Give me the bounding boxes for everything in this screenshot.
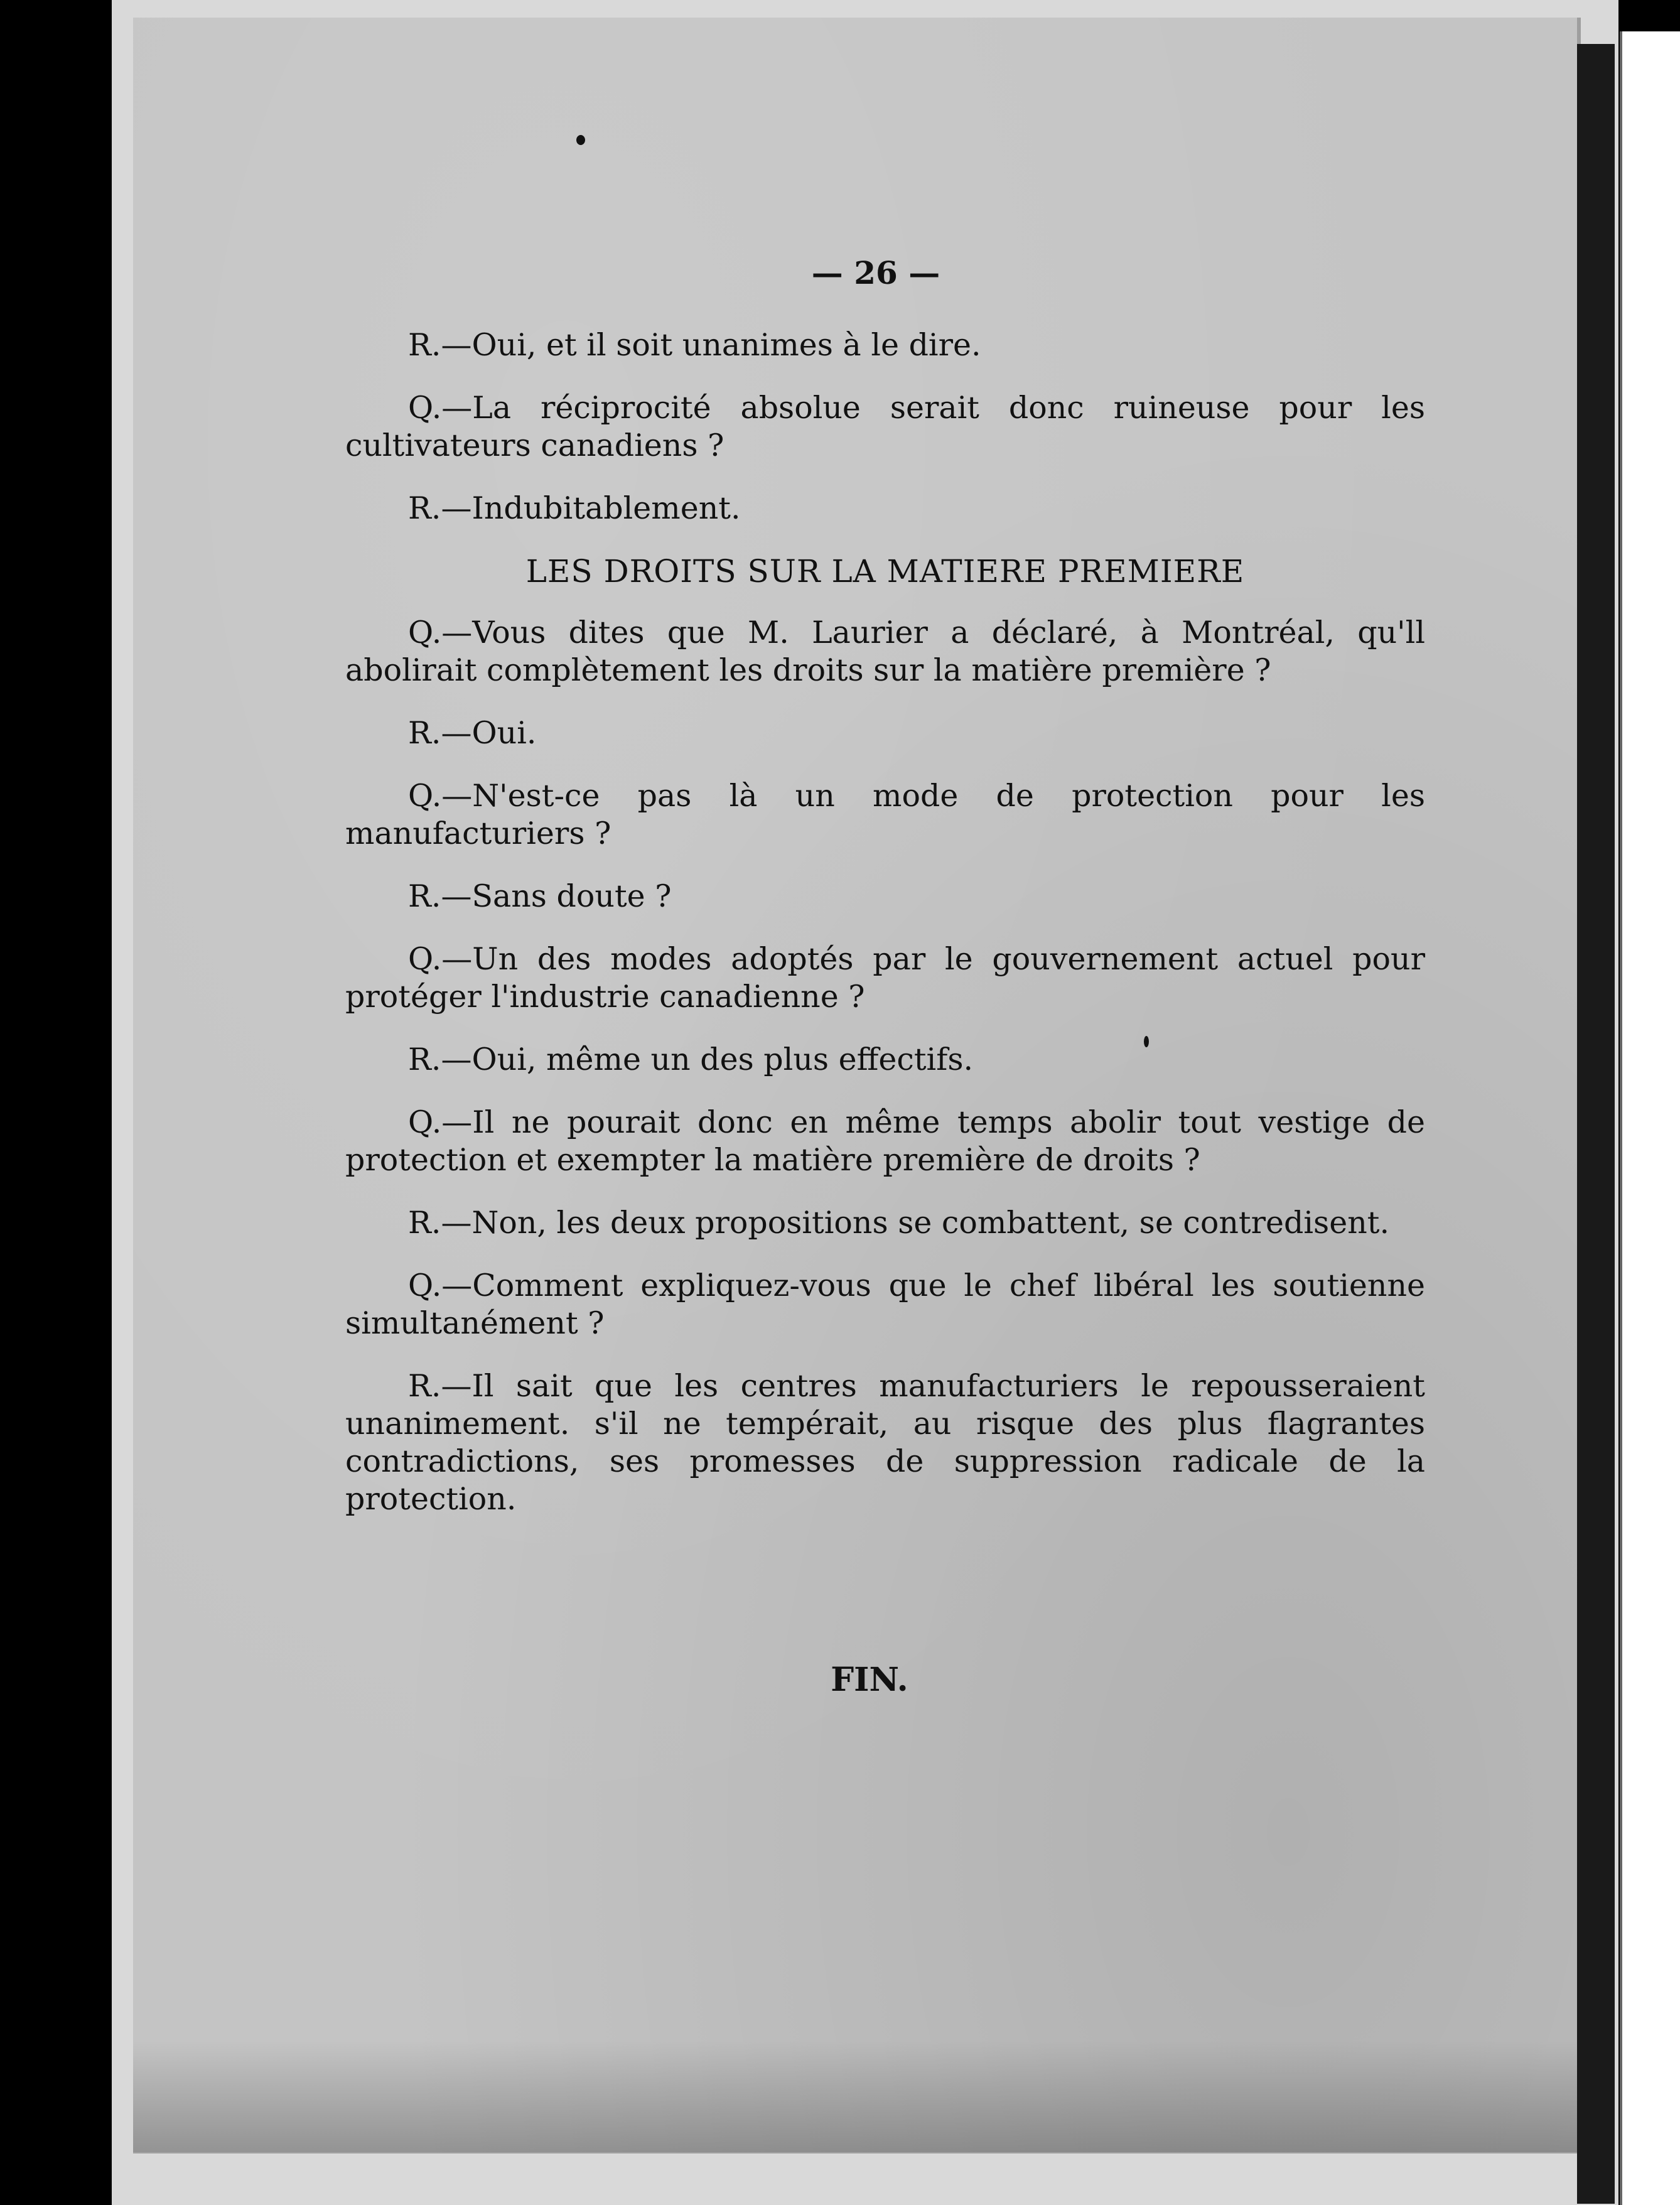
paragraph: Q.—Comment expliquez-vous que le chef libéral les soutienne simultanément ? [345, 1268, 1425, 1341]
paragraph: R.—Oui, et il soit unanimes à le dire. [408, 327, 981, 363]
paragraph: R.—Il sait que les centres manufacturiers le repousseraient unanimement. s'il ne tempérait, au risque des plus flagrantes contradictions, ses promesses de suppression radicale de la protection. [345, 1368, 1425, 1517]
paragraph: R.—Oui, même un des plus effectifs. [408, 1042, 974, 1077]
paragraph: Q.—Il ne pourait donc en même temps abolir tout vestige de protection et exempter la matière première de droits ? [345, 1104, 1425, 1178]
section-heading: LES DROITS SUR LA MATIERE PREMIERE [525, 553, 1245, 590]
paragraph: R.—Oui. [408, 715, 537, 751]
paragraph: Q.—La réciprocité absolue serait donc ruineuse pour les cultivateurs canadiens ? [345, 390, 1425, 463]
document-body [345, 326, 1425, 1543]
page-number: — 26 — [811, 254, 940, 291]
binding-edge [1577, 44, 1615, 2204]
paragraph: R.—Non, les deux propositions se combattent, se contredisent. [408, 1205, 1390, 1241]
paragraph: Q.—Un des modes adoptés par le gouvernement actuel pour protéger l'industrie canadienne ? [345, 941, 1425, 1015]
paragraph: Q.—Vous dites que M. Laurier a déclaré, à Montréal, qu'll abolirait complètement les droits sur la matière première ? [345, 615, 1425, 688]
paragraph: R.—Indubitablement. [408, 490, 741, 526]
closing-word: FIN. [831, 1661, 908, 1699]
adjacent-page [1620, 31, 1680, 2205]
ink-speck [576, 135, 585, 145]
paragraph: R.—Sans doute ? [408, 878, 672, 914]
paragraph: Q.—N'est-ce pas là un mode de protection pour les manufacturiers ? [345, 778, 1425, 851]
page-stain [133, 2041, 1577, 2154]
